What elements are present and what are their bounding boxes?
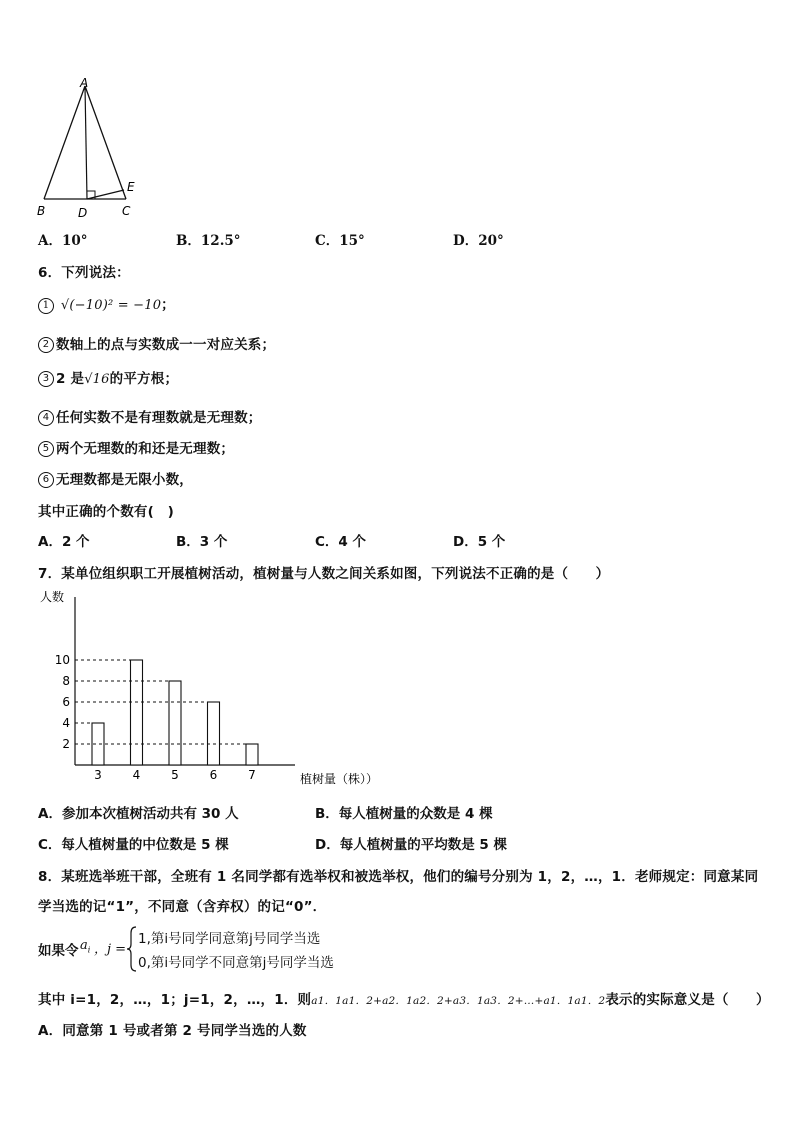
- circled-number-4: 4: [38, 410, 54, 426]
- x-tick-label: 6: [209, 768, 218, 782]
- q6-item-3-post: 的平方根；: [109, 371, 179, 387]
- q6-option-a: A．2 个: [38, 534, 90, 550]
- circled-number-2: 2: [38, 337, 54, 353]
- q8-line-3-pre: 其中 i=1，2，…，1；j=1，2，…，1．则: [38, 992, 312, 1008]
- q6-item-6-text: 无理数都是无限小数，: [56, 472, 193, 488]
- triangle-figure: [30, 76, 145, 221]
- tree-planting-bar-chart: [30, 585, 410, 790]
- q5-option-b: B．12.5°: [176, 233, 241, 249]
- q6-option-d: D．5 个: [453, 534, 506, 550]
- circled-number-1: 1: [38, 298, 54, 314]
- circled-number-3: 3: [38, 371, 54, 387]
- q6-item-1: [38, 293, 175, 314]
- q8-line-3-post: 表示的实际意义是（ ）: [605, 992, 770, 1008]
- q6-stem: 6．下列说法：: [38, 265, 130, 281]
- q6-item-3-formula: √16: [84, 372, 110, 387]
- q6-item-2: [38, 333, 275, 353]
- y-tick-label: 4: [62, 716, 70, 730]
- q6-item-2-text: 数轴上的点与实数成一一对应关系；: [56, 337, 276, 353]
- x-tick-label: 4: [132, 768, 141, 782]
- bar-6: [208, 702, 220, 765]
- label-D: D: [78, 206, 88, 220]
- q5-option-d: D．20°: [453, 233, 504, 249]
- label-B: B: [37, 204, 46, 218]
- y-axis-label: 人数: [40, 590, 65, 604]
- y-tick-label: 6: [62, 695, 70, 709]
- x-tick-label: 7: [248, 768, 256, 782]
- q6-item-5-text: 两个无理数的和还是无理数；: [56, 441, 235, 457]
- brace-icon: [126, 925, 138, 973]
- q6-item-1-tail: ；: [161, 297, 175, 313]
- q8-option-a: A．同意第 1 号或者第 2 号同学当选的人数: [38, 1023, 307, 1039]
- q8-line-1: 8．某班选举班干部，全班有 1 名同学都有选举权和被选举权，他们的编号分别为 1，2，…，1．老师规定：同意某同: [38, 869, 759, 885]
- q8-def-var: $a_i$: [80, 938, 91, 955]
- q8-line-3-expr: a1．1a1．2+a2．1a2．2+a3．1a3．2+…+a1．1a1．2: [311, 995, 606, 1007]
- q6-option-b: B．3 个: [176, 534, 228, 550]
- q6-option-c: C．4 个: [315, 534, 367, 550]
- q7-option-d: D．每人植树量的平均数是 5 棵: [315, 837, 507, 853]
- bar-4: [131, 660, 143, 765]
- q8-case-2: 0,第i号同学不同意第j号同学当选: [138, 955, 334, 971]
- q7-stem: 7．某单位组织职工开展植树活动，植树量与人数之间关系如图，下列说法不正确的是（ ）: [38, 566, 610, 582]
- q8-case-1: 1,第i号同学同意第j号同学当选: [138, 931, 321, 947]
- x-axis-label: 植树量（株））: [300, 772, 379, 786]
- y-tick-label: 10: [54, 653, 70, 667]
- circled-number-6: 6: [38, 472, 54, 488]
- q6-item-3-pre: 2 是: [56, 371, 85, 387]
- q7-option-b: B．每人植树量的众数是 4 棵: [315, 806, 493, 822]
- q5-option-c: C．15°: [315, 233, 365, 249]
- q6-item-4: [38, 406, 262, 426]
- q6-item-1-formula: √(−10)² = −10: [60, 298, 162, 313]
- q8-line-2: 学当选的记“1”，不同意（含弃权）的记“0”．: [38, 899, 327, 915]
- y-tick-label: 2: [62, 737, 70, 751]
- bar-5: [169, 681, 181, 765]
- label-E: E: [127, 180, 135, 194]
- label-C: C: [122, 204, 131, 218]
- q8-def-lead: 如果令: [38, 943, 79, 959]
- label-A: A: [80, 76, 89, 90]
- q8-def-j: ，j =: [94, 942, 127, 957]
- q5-option-a: A．10°: [38, 233, 88, 249]
- bar-7: [246, 744, 258, 765]
- q6-item-4-text: 任何实数不是有理数就是无理数；: [56, 410, 262, 426]
- q6-item-3: [38, 367, 178, 387]
- circled-number-5: 5: [38, 441, 54, 457]
- x-tick-label: 3: [94, 768, 102, 782]
- q6-item-6: [38, 468, 193, 488]
- q7-option-a: A．参加本次植树活动共有 30 人: [38, 806, 239, 822]
- y-tick-label: 8: [62, 674, 70, 688]
- x-tick-label: 5: [171, 768, 179, 782]
- q6-item-5: [38, 437, 234, 457]
- q8-line-3: [38, 988, 770, 1008]
- q7-option-c: C．每人植树量的中位数是 5 棵: [38, 837, 229, 853]
- q6-question: 其中正确的个数有( ): [38, 504, 175, 520]
